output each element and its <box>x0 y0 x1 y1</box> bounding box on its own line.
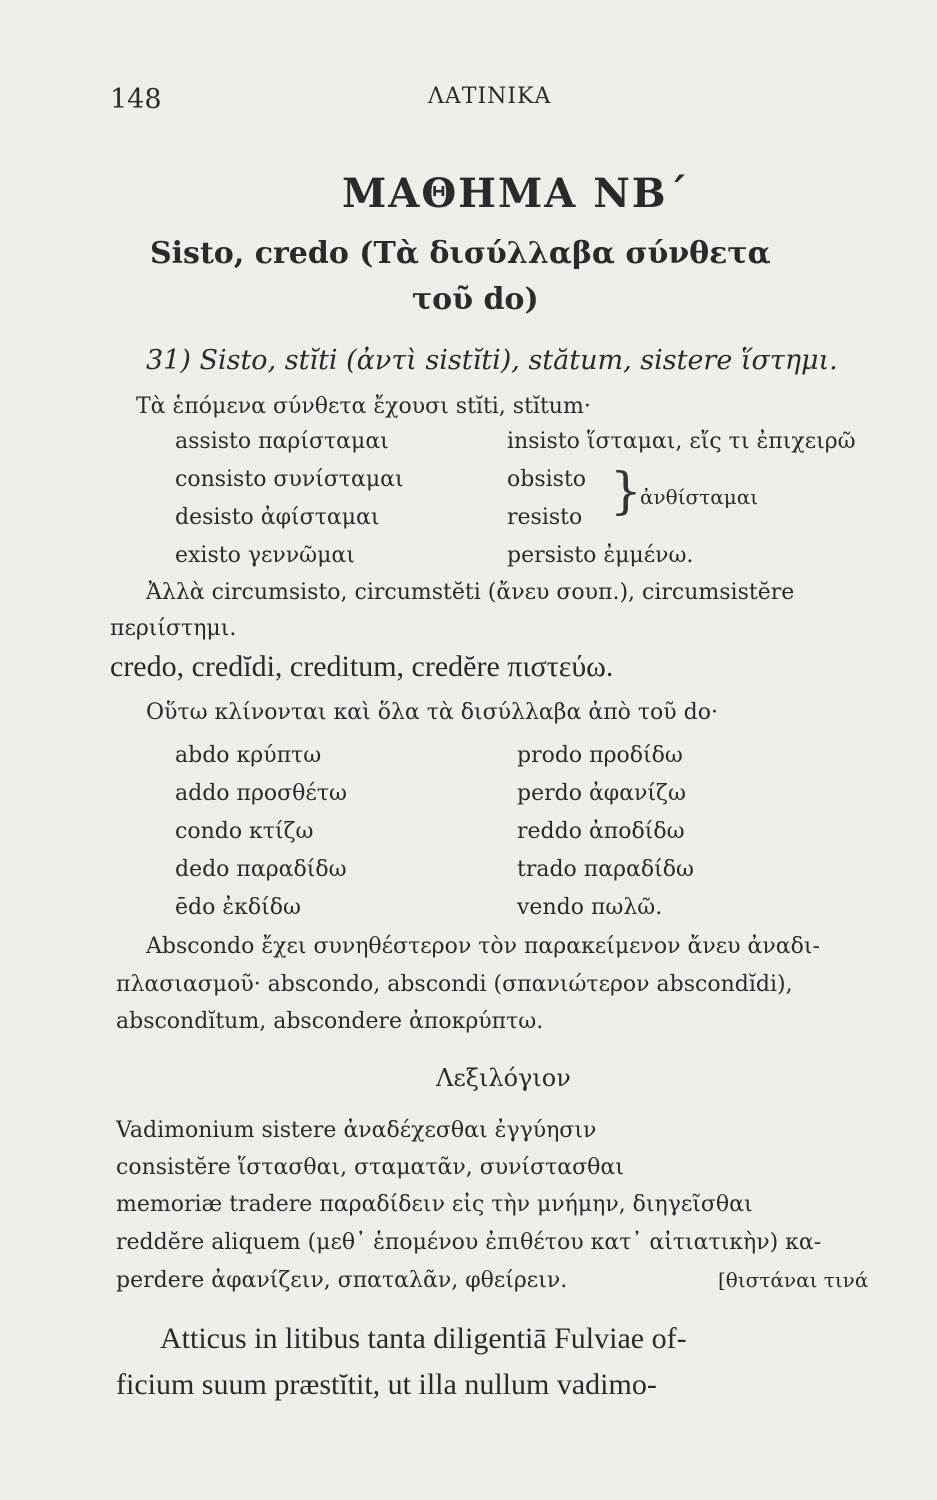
do-compound-item: reddo ἀποδίδω <box>517 819 685 844</box>
reading-line: ficium suum præstĭtit, ut illa nullum vadimo- <box>116 1368 657 1401</box>
compound-list-item: persisto ἐμμένω. <box>507 543 694 568</box>
compound-list-item: assisto παρίσταμαι <box>175 429 389 454</box>
do-compound-item: prodo προδίδω <box>517 743 683 768</box>
abscondo-line3: abscondĭtum, abscondere ἀποκρύπτω. <box>116 1009 544 1034</box>
vocabulary-heading: Λεξιλόγιον <box>436 1064 571 1092</box>
do-compound-item: trado παραδίδω <box>517 857 694 882</box>
reading-line: Atticus in litibus tanta diligentiā Fulviae of- <box>160 1322 687 1355</box>
compound-list-item: insisto ἵσταμαι, εἴς τι ἐπιχειρῶ <box>507 429 856 454</box>
do-compound-item: perdo ἀφανίζω <box>517 781 686 806</box>
brace-meaning: ἀνθίσταμαι <box>640 485 759 509</box>
compound-list-item: consisto συνίσταμαι <box>175 467 404 492</box>
running-title: ΛΑΤΙΝΙΚΑ <box>428 84 552 109</box>
brace-glyph: } <box>610 462 642 520</box>
vocabulary-line: Vadimonium sistere ἀναδέχεσθαι ἐγγύησιν <box>116 1118 597 1143</box>
do-compound-item: dedo παραδίδω <box>175 857 347 882</box>
vocabulary-line: reddĕre aliquem (μεθ᾽ ἑπομένου ἐπιθέτου κατ᾽ αἰτιατικὴν) κα- <box>116 1230 822 1255</box>
compound-list-item: obsisto <box>507 467 587 492</box>
compound-list-item: existo γεννῶμαι <box>175 543 355 568</box>
section-31-intro: Τὰ ἑπόμενα σύνθετα ἔχουσι stĭti, stĭtum· <box>136 394 591 419</box>
circumsisto-line2: περιίστημι. <box>110 616 237 641</box>
vocabulary-line: memoriæ tradere παραδίδειν εἰς τὴν μνήμην, διηγεῖσθαι <box>116 1192 753 1217</box>
vocabulary-margin-note: [θιστάναι τινά <box>718 1268 869 1292</box>
page-number: 148 <box>110 84 162 115</box>
do-compound-item: addo προσθέτω <box>175 781 347 806</box>
section-31-heading: 31) Sisto, stĭti (ἀντὶ sistĭti), stătum, sistere ἵστημι. <box>146 345 838 376</box>
credo-intro: Οὕτω κλίνονται καὶ ὅλα τὰ δισύλλαβα ἀπὸ τοῦ do· <box>146 700 718 725</box>
compound-list-item: desisto ἀφίσταμαι <box>175 505 380 530</box>
vocabulary-line: perdere ἀφανίζειν, σπαταλᾶν, φθείρειν. <box>116 1268 568 1293</box>
vocabulary-line: consistĕre ἵστασθαι, σταματᾶν, συνίστασθαι <box>116 1155 624 1180</box>
do-compound-item: vendo πωλῶ. <box>517 895 663 920</box>
abscondo-line2: πλασιασμοῦ· abscondo, abscondi (σπανιώτερον abscondĭdi), <box>116 972 793 997</box>
do-compound-item: abdo κρύπτω <box>175 743 322 768</box>
lesson-title: ΜΑΘΗΜΑ ΝΒ΄ <box>342 170 690 217</box>
lesson-subtitle-line1: Sisto, credo (Τὰ δισύλλαβα σύνθετα <box>150 236 771 271</box>
lesson-subtitle-line2: τοῦ do) <box>412 282 539 317</box>
credo-heading: credo, credĭdi, creditum, credĕre πιστεύω. <box>110 650 614 683</box>
do-compound-item: ēdo ἐκδίδω <box>175 895 301 920</box>
circumsisto-line1: Ἀλλὰ circumsisto, circumstĕti (ἄνευ σουπ.), circumsistĕre <box>146 580 795 605</box>
compound-list-item: resisto <box>507 505 583 530</box>
abscondo-line1: Abscondo ἔχει συνηθέστερον τὸν παρακείμενον ἄνευ ἀναδι- <box>146 934 820 959</box>
do-compound-item: condo κτίζω <box>175 819 314 844</box>
